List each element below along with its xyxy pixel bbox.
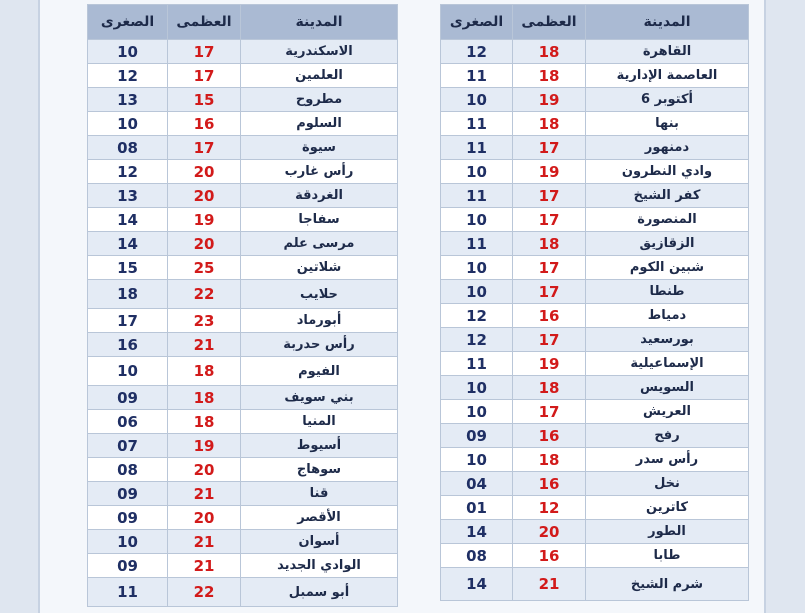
min-temp-cell: 17 [88, 309, 168, 333]
right-frame-line [764, 0, 766, 613]
max-temp-cell: 18 [513, 64, 586, 88]
city-cell: نخل [586, 472, 749, 496]
city-cell: السويس [586, 376, 749, 400]
table-row [441, 136, 749, 160]
table-row [88, 434, 398, 458]
city-cell: بورسعيد [586, 328, 749, 352]
weather-table-left [87, 4, 398, 607]
city-cell: أسيوط [241, 434, 398, 458]
max-temp-cell: 17 [513, 400, 586, 424]
max-temp-cell: 17 [513, 208, 586, 232]
min-temp-cell: 14 [441, 520, 513, 544]
table-row [441, 232, 749, 256]
header-min: الصغرى [88, 5, 168, 40]
min-temp-cell: 12 [441, 40, 513, 64]
max-temp-cell: 19 [513, 160, 586, 184]
max-temp-cell: 20 [168, 506, 241, 530]
min-temp-cell: 06 [88, 410, 168, 434]
min-temp-cell: 14 [88, 232, 168, 256]
city-cell: شرم الشيخ [586, 568, 749, 601]
city-cell: شلاتين [241, 256, 398, 280]
min-temp-cell: 10 [88, 530, 168, 554]
city-cell: الوادي الجديد [241, 554, 398, 578]
min-temp-cell: 13 [88, 88, 168, 112]
min-temp-cell: 10 [441, 88, 513, 112]
table-row [441, 40, 749, 64]
city-cell: كفر الشيخ [586, 184, 749, 208]
city-cell: الإسماعيلية [586, 352, 749, 376]
min-temp-cell: 10 [441, 160, 513, 184]
city-cell: الغردقة [241, 184, 398, 208]
max-temp-cell: 25 [168, 256, 241, 280]
city-cell: دمنهور [586, 136, 749, 160]
min-temp-cell: 10 [441, 376, 513, 400]
table-row [441, 256, 749, 280]
table-row [88, 309, 398, 333]
min-temp-cell: 12 [441, 304, 513, 328]
table-row [88, 112, 398, 136]
min-temp-cell: 16 [88, 333, 168, 357]
table-row [441, 88, 749, 112]
city-cell: كاترين [586, 496, 749, 520]
city-cell: الطور [586, 520, 749, 544]
city-cell: سفاجا [241, 208, 398, 232]
min-temp-cell: 15 [88, 256, 168, 280]
max-temp-cell: 18 [168, 357, 241, 386]
city-cell: قنا [241, 482, 398, 506]
min-temp-cell: 11 [441, 136, 513, 160]
table-row [88, 64, 398, 88]
min-temp-cell: 11 [441, 352, 513, 376]
city-cell: العاصمة الإدارية [586, 64, 749, 88]
city-cell: رأس غارب [241, 160, 398, 184]
min-temp-cell: 08 [441, 544, 513, 568]
city-cell: أبورماد [241, 309, 398, 333]
max-temp-cell: 20 [168, 232, 241, 256]
city-cell: العلمين [241, 64, 398, 88]
table-row [88, 357, 398, 386]
max-temp-cell: 21 [168, 554, 241, 578]
min-temp-cell: 12 [88, 64, 168, 88]
city-cell: بنها [586, 112, 749, 136]
city-cell: المنصورة [586, 208, 749, 232]
city-cell: طنطا [586, 280, 749, 304]
table-row [441, 352, 749, 376]
city-cell: السلوم [241, 112, 398, 136]
max-temp-cell: 17 [513, 328, 586, 352]
max-temp-cell: 19 [168, 434, 241, 458]
max-temp-cell: 21 [168, 482, 241, 506]
max-temp-cell: 18 [513, 40, 586, 64]
max-temp-cell: 22 [168, 578, 241, 607]
min-temp-cell: 01 [441, 496, 513, 520]
table-row [88, 184, 398, 208]
min-temp-cell: 11 [441, 232, 513, 256]
min-temp-cell: 09 [88, 554, 168, 578]
table-row [88, 333, 398, 357]
max-temp-cell: 19 [168, 208, 241, 232]
max-temp-cell: 18 [513, 376, 586, 400]
table-row [88, 506, 398, 530]
table-row [88, 554, 398, 578]
table-header-row [88, 5, 398, 40]
city-cell: أسوان [241, 530, 398, 554]
header-max: العظمى [168, 5, 241, 40]
max-temp-cell: 16 [513, 472, 586, 496]
city-cell: دمياط [586, 304, 749, 328]
city-cell: القاهرة [586, 40, 749, 64]
max-temp-cell: 23 [168, 309, 241, 333]
table-body [88, 40, 398, 607]
max-temp-cell: 16 [168, 112, 241, 136]
min-temp-cell: 09 [88, 386, 168, 410]
max-temp-cell: 20 [513, 520, 586, 544]
table-row [441, 472, 749, 496]
min-temp-cell: 14 [88, 208, 168, 232]
min-temp-cell: 18 [88, 280, 168, 309]
weather-table-right [440, 4, 749, 601]
max-temp-cell: 21 [168, 530, 241, 554]
min-temp-cell: 13 [88, 184, 168, 208]
table-header-row [441, 5, 749, 40]
left-frame-line [38, 0, 40, 613]
min-temp-cell: 11 [441, 64, 513, 88]
max-temp-cell: 18 [168, 386, 241, 410]
city-cell: شبين الكوم [586, 256, 749, 280]
city-cell: الزقازيق [586, 232, 749, 256]
header-min: الصغرى [441, 5, 513, 40]
city-cell: العريش [586, 400, 749, 424]
max-temp-cell: 17 [168, 40, 241, 64]
table-row [441, 544, 749, 568]
min-temp-cell: 10 [441, 448, 513, 472]
max-temp-cell: 21 [168, 333, 241, 357]
max-temp-cell: 16 [513, 304, 586, 328]
table-row [441, 520, 749, 544]
min-temp-cell: 12 [88, 160, 168, 184]
min-temp-cell: 12 [441, 328, 513, 352]
city-cell: الأقصر [241, 506, 398, 530]
table-row [441, 64, 749, 88]
max-temp-cell: 17 [513, 256, 586, 280]
header-max: العظمى [513, 5, 586, 40]
max-temp-cell: 17 [168, 136, 241, 160]
table-row [441, 496, 749, 520]
min-temp-cell: 09 [88, 482, 168, 506]
table-row [441, 376, 749, 400]
min-temp-cell: 10 [88, 112, 168, 136]
max-temp-cell: 18 [513, 448, 586, 472]
city-cell: 6 أكتوبر [586, 88, 749, 112]
min-temp-cell: 11 [441, 184, 513, 208]
table-row [88, 482, 398, 506]
min-temp-cell: 10 [441, 400, 513, 424]
city-cell: بني سويف [241, 386, 398, 410]
max-temp-cell: 18 [168, 410, 241, 434]
table-row [441, 328, 749, 352]
max-temp-cell: 19 [513, 352, 586, 376]
min-temp-cell: 11 [88, 578, 168, 607]
city-cell: رأس سدر [586, 448, 749, 472]
min-temp-cell: 04 [441, 472, 513, 496]
max-temp-cell: 20 [168, 458, 241, 482]
table-row [441, 424, 749, 448]
min-temp-cell: 10 [441, 256, 513, 280]
table-row [88, 136, 398, 160]
table-row [88, 410, 398, 434]
max-temp-cell: 18 [513, 232, 586, 256]
table-row [88, 530, 398, 554]
city-cell: سيوة [241, 136, 398, 160]
table-row [88, 88, 398, 112]
min-temp-cell: 10 [441, 208, 513, 232]
min-temp-cell: 10 [441, 280, 513, 304]
table-row [441, 400, 749, 424]
table-row [441, 208, 749, 232]
max-temp-cell: 17 [513, 136, 586, 160]
table-row [441, 304, 749, 328]
max-temp-cell: 17 [513, 184, 586, 208]
max-temp-cell: 16 [513, 424, 586, 448]
city-cell: طابا [586, 544, 749, 568]
max-temp-cell: 17 [168, 64, 241, 88]
min-temp-cell: 11 [441, 112, 513, 136]
min-temp-cell: 10 [88, 357, 168, 386]
city-cell: أبو سمبل [241, 578, 398, 607]
max-temp-cell: 21 [513, 568, 586, 601]
table-row [88, 232, 398, 256]
table-row [441, 448, 749, 472]
min-temp-cell: 10 [88, 40, 168, 64]
min-temp-cell: 08 [88, 136, 168, 160]
city-cell: رفح [586, 424, 749, 448]
table-row [441, 112, 749, 136]
city-cell: المنيا [241, 410, 398, 434]
city-cell: وادي النطرون [586, 160, 749, 184]
max-temp-cell: 20 [168, 184, 241, 208]
min-temp-cell: 09 [441, 424, 513, 448]
table-row [88, 40, 398, 64]
header-city: المدينة [241, 5, 398, 40]
city-cell: رأس حدربة [241, 333, 398, 357]
table-row [441, 568, 749, 601]
city-cell: الفيوم [241, 357, 398, 386]
max-temp-cell: 16 [513, 544, 586, 568]
city-cell: الاسكندرية [241, 40, 398, 64]
table-row [88, 256, 398, 280]
min-temp-cell: 08 [88, 458, 168, 482]
min-temp-cell: 14 [441, 568, 513, 601]
max-temp-cell: 20 [168, 160, 241, 184]
table-row [441, 160, 749, 184]
max-temp-cell: 12 [513, 496, 586, 520]
table-body [441, 40, 749, 601]
table-row [441, 184, 749, 208]
city-cell: سوهاج [241, 458, 398, 482]
table-row [88, 386, 398, 410]
table-row [441, 280, 749, 304]
header-city: المدينة [586, 5, 749, 40]
table-row [88, 578, 398, 607]
max-temp-cell: 15 [168, 88, 241, 112]
table-row [88, 160, 398, 184]
max-temp-cell: 18 [513, 112, 586, 136]
min-temp-cell: 07 [88, 434, 168, 458]
min-temp-cell: 09 [88, 506, 168, 530]
city-cell: مرسى علم [241, 232, 398, 256]
max-temp-cell: 19 [513, 88, 586, 112]
table-row [88, 208, 398, 232]
max-temp-cell: 17 [513, 280, 586, 304]
city-cell: مطروح [241, 88, 398, 112]
city-cell: حلايب [241, 280, 398, 309]
max-temp-cell: 22 [168, 280, 241, 309]
table-row [88, 280, 398, 309]
table-row [88, 458, 398, 482]
